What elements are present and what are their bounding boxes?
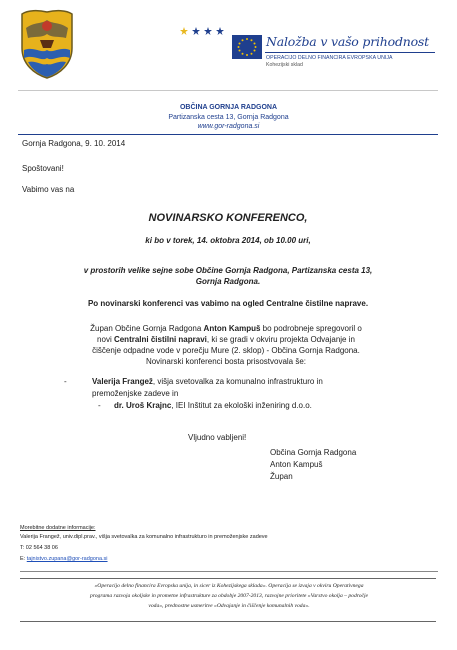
slogan-underline [265,52,435,53]
attendee-2-name: dr. Uroš Krajnc [114,401,172,410]
body-line-1: Župan Občine Gornja Radgona Anton Kampuš bo podrobneje spregovoril o [90,324,362,333]
eu-flag-icon [232,35,262,59]
event-location-line-2: Gornja Radgona. [195,277,261,286]
attendee-1-line-1: Valerija Frangež, višja svetovalka za komunalno infrastrukturo in [92,377,323,386]
site-visit-note: Po novinarski konferenci vas vabimo na ogled Centralne čistilne naprave. [87,299,369,308]
eu-stars-decoration [180,27,228,35]
event-time: ki bo v torek, 14. oktobra 2014, ob 10.00 uri, [145,236,311,245]
closing: Vljudno vabljeni! [188,433,247,442]
event-location-line-1: v prostorih velike sejne sobe Občine Gornja Radgona, Partizanska cesta 13, [83,266,373,275]
contact-email-row: E: tajnistvo.zupana@gor-radgona.si [20,556,108,562]
contact-email-link[interactable]: tajnistvo.zupana@gor-radgona.si [26,556,108,562]
disclaimer-line-3: voda«, prednostne usmeritve »Odvajanje in čiščenje komunalnih voda«. [148,603,310,609]
place-date: Gornja Radgona, 9. 10. 2014 [22,139,126,148]
disclaimer-line-2: programa razvoja okoljske in prometne infrastrukture za obdobje 2007-2013, razvojne prioritete »Varstvo okolja – področje [89,593,369,599]
municipality-name: OBČINA GORNJA RADGONA [179,104,278,111]
greeting: Spoštovani! [22,164,64,173]
plant-name: Centralni čistilni napravi [113,335,207,344]
attendee-2-line-1: dr. Uroš Krajnc, IEI Inštitut za ekološki inženiring d.o.o. [114,401,312,410]
eu-slogan: Naložba v vašo prihodnost [266,34,429,49]
signature-title: Župan [270,472,293,481]
contact-phone: T: 02 564 38 06 [20,545,58,551]
contact-person: Valerija Frangež, univ.dipl.prav., višja svetovalka za komunalno infrastrukturo in premoženjske zadeve [20,534,268,540]
municipality-crest-logo [18,8,76,80]
disclaimer-line-1: »Operacijo delno financira Evropska unija, in sicer iz Kohezijskega sklada«. Operacija se izvaja v okviru Operativnega [94,583,364,589]
header-divider [18,90,438,91]
event-title: NOVINARSKO KONFERENCO, [148,212,308,224]
footer-divider [20,571,438,572]
signature-municipality: Občina Gornja Radgona [270,448,357,457]
municipality-address: Partizanska cesta 13, Gornja Radgona [168,114,289,121]
attendee-1-dash: - [64,377,67,386]
info-heading: Morebitne dodatne informacije: [20,525,96,531]
eu-funding-note: OPERACIJO DELNO FINANCIRA EVROPSKA UNIJA [266,55,393,61]
mayor-name: Anton Kampuš [203,324,261,333]
address-divider [18,134,438,135]
attendee-2-dash: - [98,401,101,410]
body-line-3: čiščenje odpadne vode v porečju Mure (2. sklop) - Občina Gornja Radgona. [92,346,360,355]
invite-line: Vabimo vas na [22,185,75,194]
cohesion-fund-note: Kohezijski sklad [266,62,303,68]
body-line-2: novi Centralni čistilni napravi, ki se gradi v okviru projekta Odvajanje in [97,335,355,344]
attendee-1-name: Valerija Frangež [92,377,153,386]
attendee-1-line-2: premoženjske zadeve in [92,389,179,398]
municipality-website-link[interactable]: www.gor-radgona.si [197,123,260,130]
signature-name: Anton Kampuš [270,460,323,469]
body-line-4: Novinarski konferenci bosta prisostvovala še: [145,357,307,366]
